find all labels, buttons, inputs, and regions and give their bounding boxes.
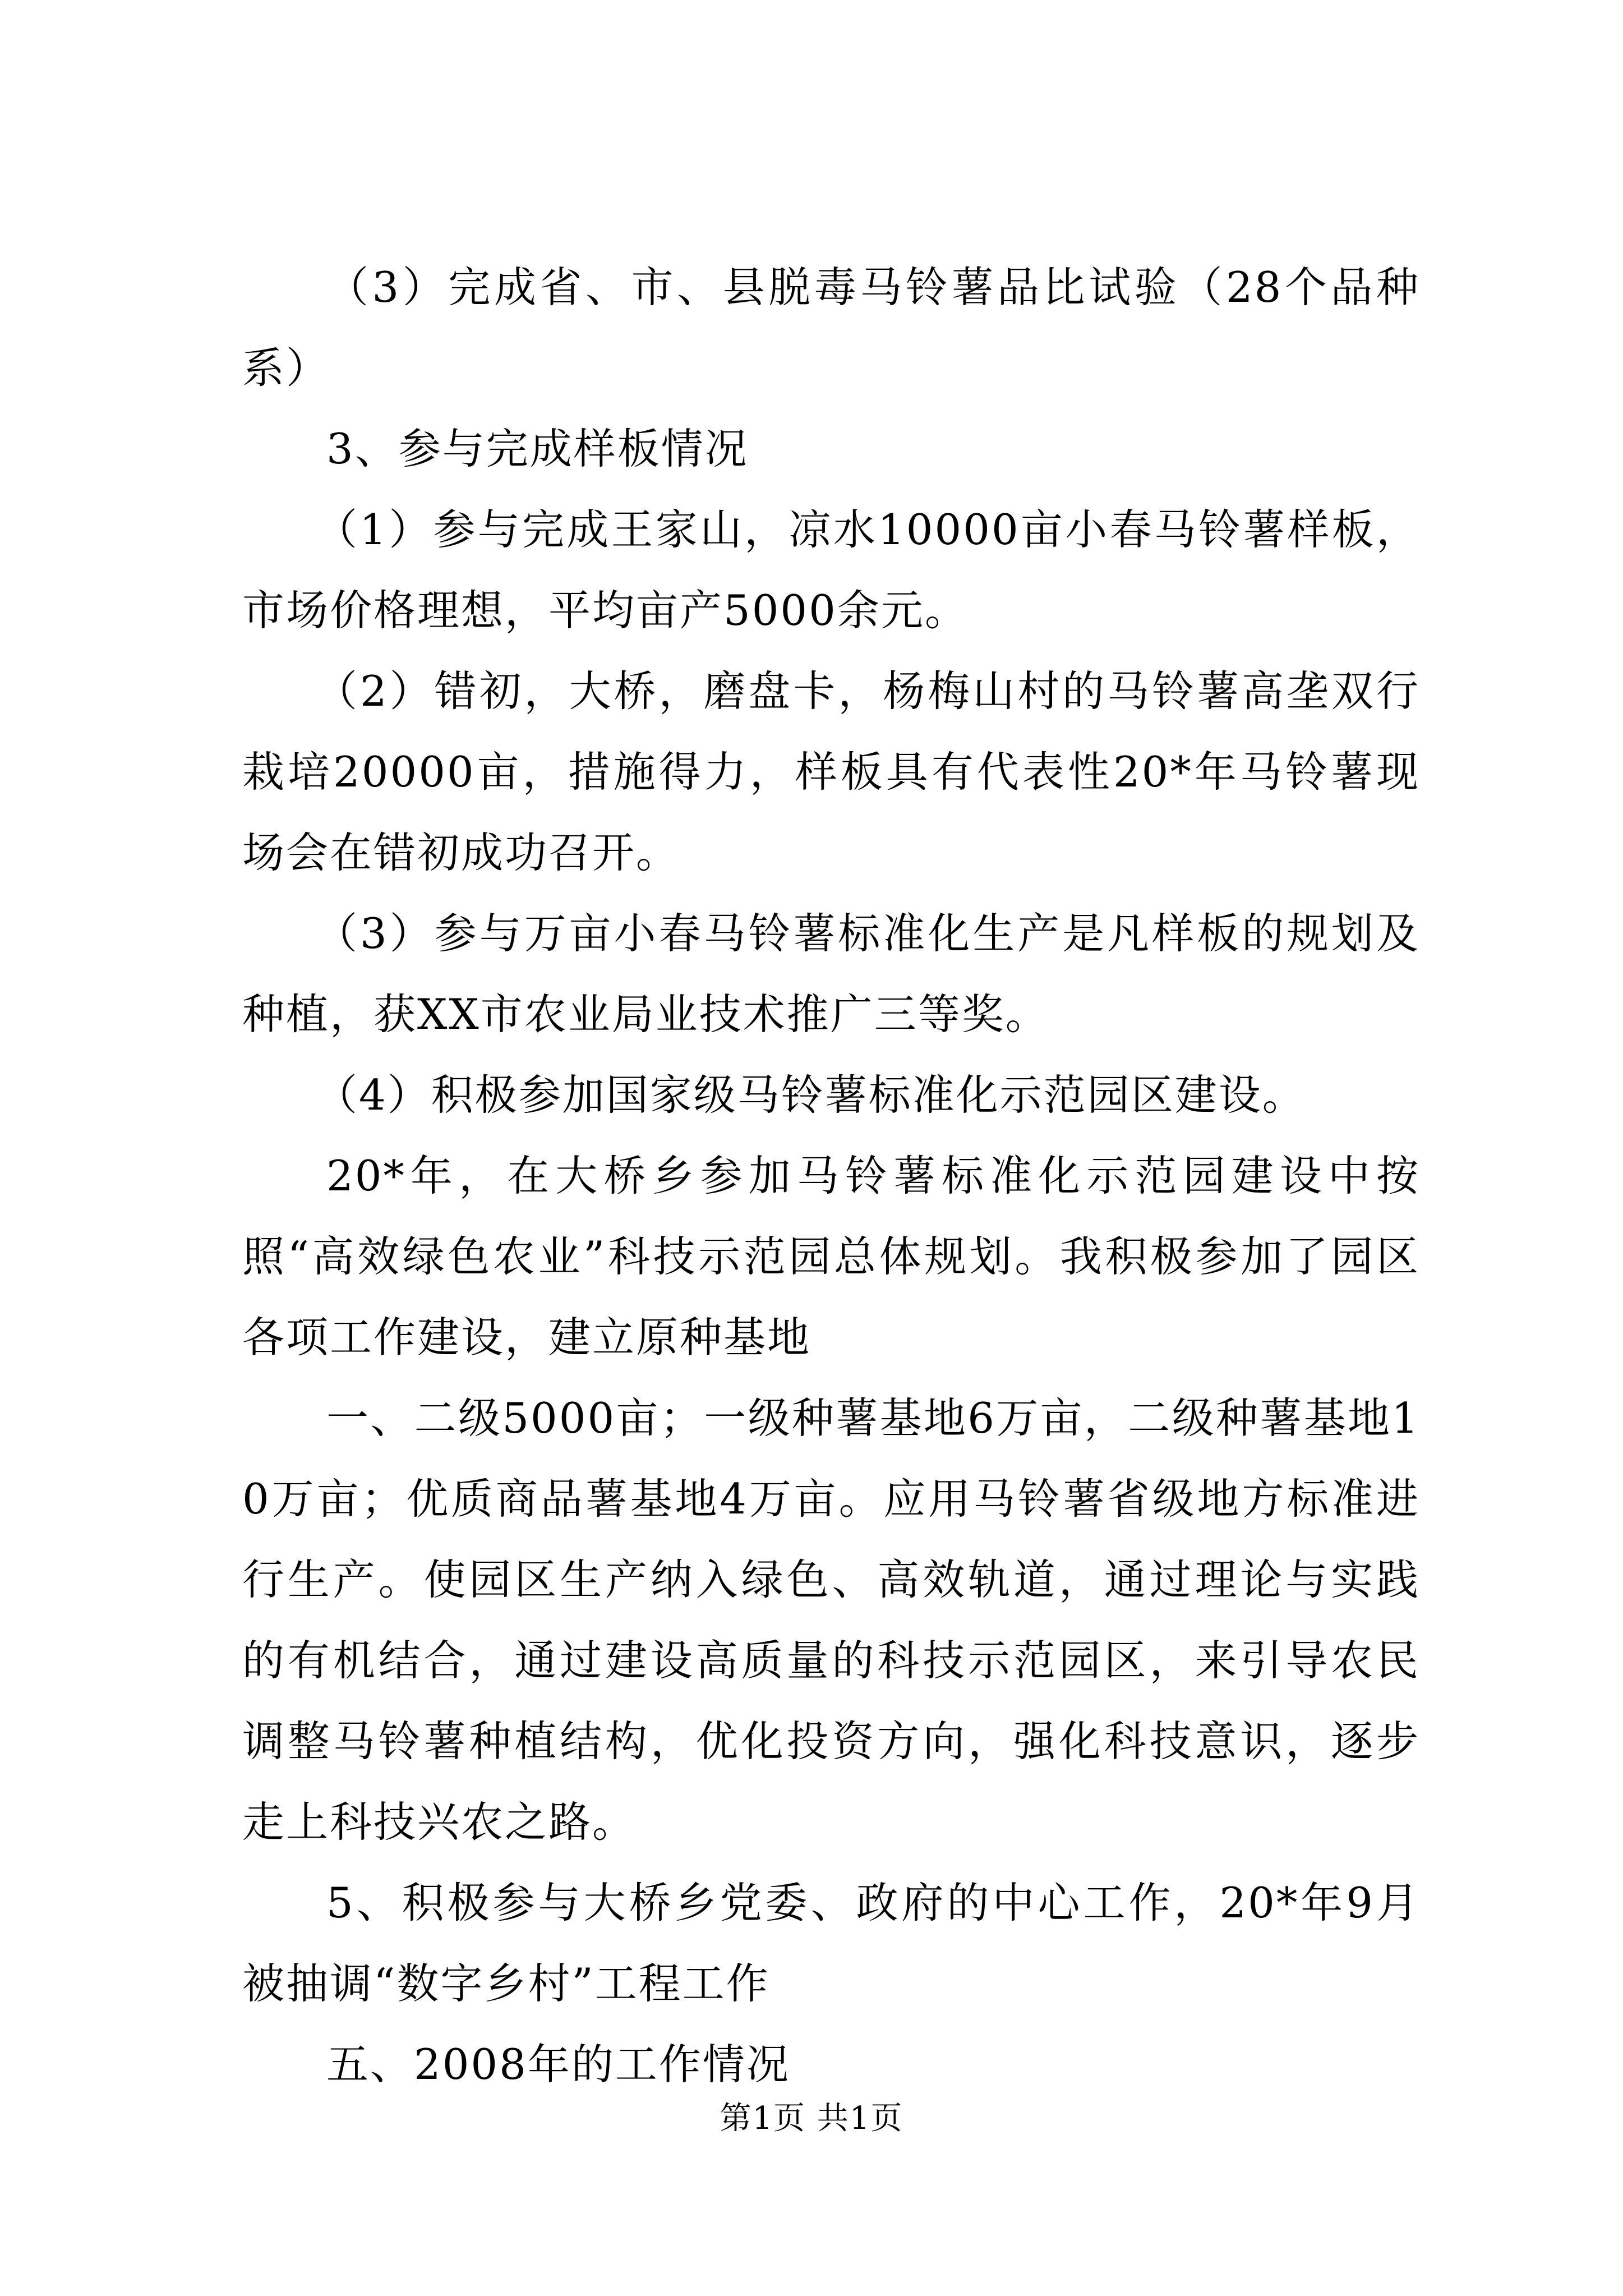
paragraph-daqiao-park-construction: 20*年，在大桥乡参加马铃薯标准化示范园建设中按照“高效绿色农业”科技示范园总体规划。我积极参加了园区各项工作建设，建立原种基地	[242, 1151, 1420, 1362]
paragraph-wangjiashan-sample: （1）参与完成王家山，凉水10000亩小春马铃薯样板，市场价格理想，平均亩产5000余元。	[242, 505, 1420, 635]
paragraph-national-park: （4）积极参加国家级马铃薯标准化示范园区建设。	[315, 1070, 1306, 1120]
paragraph-heading-2008: 五、2008年的工作情况	[326, 2040, 790, 2089]
paragraph-central-work: 5、积极参与大桥乡党委、政府的中心工作，20*年9月被抽调“数字乡村”工程工作	[242, 1878, 1420, 2008]
page-footer: 第1页 共1页	[720, 2100, 903, 2137]
paragraph-cuochu-cultivation: （2）错初，大桥，磨盘卡，杨梅山村的马铃薯高垄双行栽培20000亩，措施得力，样板具有代表性20*年马铃薯现场会在错初成功召开。	[242, 666, 1420, 877]
paragraph-trial-varieties: （3）完成省、市、县脱毒马铃薯品比试验（28个品种系）	[242, 263, 1420, 393]
paragraph-standardized-production: （3）参与万亩小春马铃薯标准化生产是凡样板的规划及种植，获XX市农业局业技术推广三等奖。	[242, 909, 1420, 1039]
paragraph-heading-samples: 3、参与完成样板情况	[326, 424, 749, 473]
document-body	[242, 247, 1420, 2105]
paragraph-seed-bases: 一、二级5000亩；一级种薯基地6万亩，二级种薯基地10万亩；优质商品薯基地4万亩。应用马铃薯省级地方标准进行生产。使园区生产纳入绿色、高效轨道，通过理论与实践的有机结合，通过建设高质量的科技示范园区，来引导农民调整马铃薯种植结构，优化投资方向，强化科技意识，逐步走上科技兴农之路。	[242, 1393, 1420, 1847]
